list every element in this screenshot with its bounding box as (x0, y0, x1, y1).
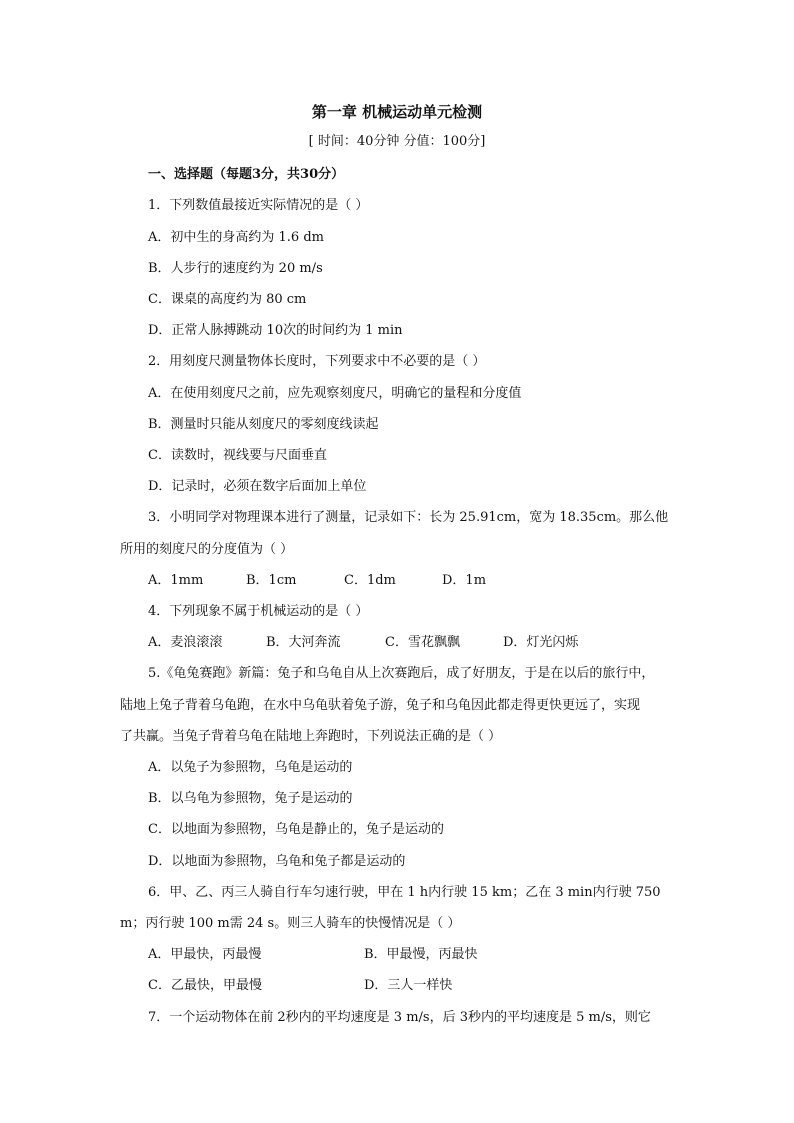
question-6-options-row1 (148, 946, 548, 964)
question-3-option-a: A．1mm (148, 573, 204, 588)
question-5-option-d: D．以地面为参照物，乌龟和兔子都是运动的 (148, 854, 406, 869)
question-2-stem: 2．用刻度尺测量物体长度时，下列要求中不必要的是（ ） (148, 354, 486, 369)
question-2-option-b: B．测量时只能从刻度尺的零刻度线读起 (148, 417, 379, 432)
question-6-stem-line2: m；丙行驶 100 m需 24 s。则三人骑车的快慢情况是（ ） (120, 916, 461, 931)
question-6-option-c: C．乙最快，甲最慢 (148, 978, 262, 993)
page-subtitle: [ 时间：40分钟 分值：100分] (308, 134, 486, 149)
question-1-option-a: A．初中生的身高约为 1.6 dm (148, 230, 324, 245)
question-1-stem: 1．下列数值最接近实际情况的是（ ） (148, 198, 369, 213)
question-3-options (148, 572, 548, 590)
question-3-stem-line2: 所用的刻度尺的分度值为（ ） (120, 542, 294, 557)
question-1-option-c: C．课桌的高度约为 80 cm (148, 292, 307, 307)
page-title: 第一章 机械运动单元检测 (311, 103, 483, 121)
question-6-stem-line1: 6．甲、乙、丙三人骑自行车匀速行驶，甲在 1 h内行驶 15 km；乙在 3 min内行驶 750 (148, 885, 661, 900)
question-2-option-a: A．在使用刻度尺之前，应先观察刻度尺，明确它的量程和分度值 (148, 386, 522, 401)
question-1-option-b: B．人步行的速度约为 20 m/s (148, 261, 323, 276)
question-2-option-d: D．记录时，必须在数字后面加上单位 (148, 479, 367, 494)
question-6-option-d: D．三人一样快 (364, 978, 453, 993)
question-4-option-a: A．麦浪滚滚 (148, 635, 223, 650)
question-3-option-b: B．1cm (246, 573, 297, 588)
question-4-option-b: B．大河奔流 (266, 635, 341, 650)
section-heading: 一、选择题（每题3分，共30分） (148, 167, 345, 182)
question-6-option-b: B．甲最慢，丙最快 (364, 947, 478, 962)
question-5-option-b: B．以乌龟为参照物，兔子是运动的 (148, 791, 353, 806)
question-4-stem: 4．下列现象不属于机械运动的是（ ） (148, 604, 369, 619)
question-5-stem-line1: 5.《龟兔赛跑》新篇：兔子和乌龟自从上次赛跑后，成了好朋友，于是在以后的旅行中， (148, 666, 655, 681)
question-5-stem-line2: 陆地上兔子背着乌龟跑，在水中乌龟驮着兔子游，兔子和乌龟因此都走得更快更远了，实现 (120, 698, 641, 713)
question-3-stem-line1: 3．小明同学对物理课本进行了测量，记录如下：长为 25.91cm，宽为 18.35cm。那么他 (148, 510, 669, 525)
question-6-option-a: A．甲最快，丙最慢 (148, 947, 262, 962)
question-1-option-d: D．正常人脉搏跳动 10次的时间约为 1 min (148, 323, 403, 338)
question-4-option-c: C．雪花飘飘 (385, 635, 460, 650)
question-2-option-c: C．读数时，视线要与尺面垂直 (148, 448, 327, 463)
question-5-stem-line3: 了共赢。当兔子背着乌龟在陆地上奔跑时，下列说法正确的是（ ） (120, 729, 502, 744)
question-3-option-d: D．1m (442, 573, 487, 588)
question-3-option-c: C．1dm (344, 573, 396, 588)
question-4-option-d: D．灯光闪烁 (503, 635, 579, 650)
question-5-option-a: A．以兔子为参照物，乌龟是运动的 (148, 760, 353, 775)
question-7-stem-line1: 7．一个运动物体在前 2秒内的平均速度是 3 m/s，后 3秒内的平均速度是 5 m/s，则它 (148, 1010, 651, 1025)
question-5-option-c: C．以地面为参照物，乌龟是静止的，兔子是运动的 (148, 822, 444, 837)
question-6-options-row2 (148, 977, 548, 995)
question-4-options (148, 634, 628, 652)
